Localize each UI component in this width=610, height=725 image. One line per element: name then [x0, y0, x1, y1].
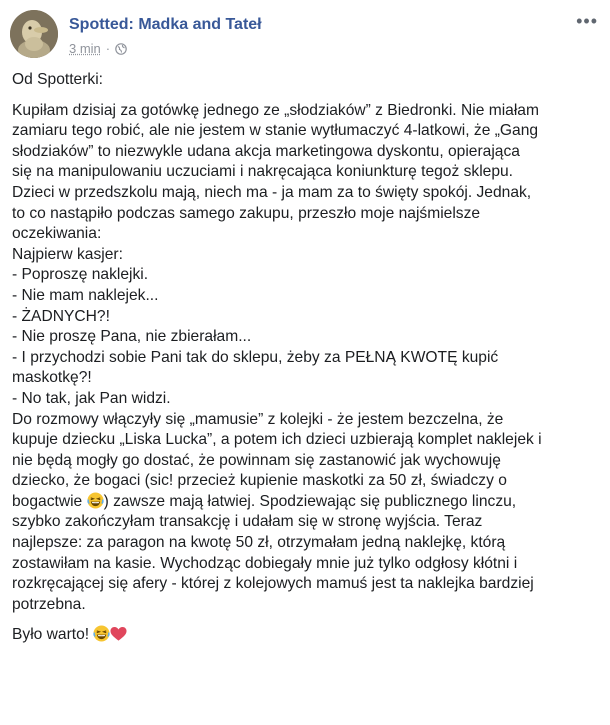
- more-options-button[interactable]: •••: [576, 11, 598, 31]
- post-timestamp[interactable]: 3 min: [69, 41, 101, 56]
- text-line: maskotkę?!: [12, 369, 92, 387]
- duck-figure-icon: [10, 10, 58, 58]
- text-line: Kupiłam dzisiaj za gotówkę jednego ze „słodziaków” z Biedronki. Nie miałam: [12, 101, 539, 119]
- laughing-emoji-icon: [93, 625, 110, 642]
- text-line: kupuje dziecku „Liska Lucka”, a potem ich dzieci uzbierają komplet naklejek i: [12, 431, 542, 449]
- page-name-link[interactable]: Spotted: Madka and Tateł: [69, 16, 262, 33]
- text-line: - Nie proszę Pana, nie zbierałam...: [12, 328, 252, 346]
- text-line: Najpierw kasjer:: [12, 245, 123, 263]
- text-line: - I przychodzi sobie Pani tak do sklepu, żeby za PEŁNĄ KWOTĘ kupić: [12, 348, 499, 366]
- laughing-emoji-icon: [87, 492, 104, 509]
- post-greeting: Od Spotterki:: [12, 71, 104, 88]
- text-line: rozkręcającej się afery - której z kolejowych mamuś jest ta naklejka bardziej: [12, 575, 534, 593]
- text-fragment: bogactwie: [12, 492, 83, 510]
- text-line: się na manipulowaniu uczuciami i nakręcająca koniunkturę tegoż sklepu.: [12, 163, 514, 181]
- text-line: - Poproszę naklejki.: [12, 266, 149, 284]
- text-line-with-emoji: [12, 492, 600, 513]
- text-line: Dzieci w przedszkolu mają, niech ma - ja mam za to święty spokój. Jednak,: [12, 183, 532, 201]
- text-line: nie będą mogły go dostać, że powinnam się zastanowić jak wychowuję: [12, 451, 501, 469]
- text-line: potrzebna.: [12, 595, 86, 613]
- text-line: najlepsze: za paragon na kwotę 50 zł, otrzymałam jedną naklejkę, którą: [12, 534, 506, 552]
- page-avatar[interactable]: [10, 10, 58, 58]
- text-line: - No tak, jak Pan widzi.: [12, 389, 171, 407]
- text-fragment: ) zawsze mają łatwiej. Spodziewając się publicznego linczu,: [103, 492, 517, 510]
- text-line: dziecko, że bogaci (sic! przecież kupienie maskotki za 50 zł, świadczy o: [12, 472, 507, 490]
- heart-emoji-icon: [110, 626, 127, 642]
- text-line: Do rozmowy włączyły się „mamusie” z kolejki - że jestem bezczelna, że: [12, 410, 504, 428]
- post-header: [10, 10, 600, 60]
- text-line: - Nie mam naklejek...: [12, 286, 159, 304]
- closing-text: Było warto!: [12, 626, 94, 644]
- text-line: - ŻADNYCH?!: [12, 307, 110, 325]
- globe-icon[interactable]: [115, 43, 127, 55]
- meta-separator: ·: [105, 41, 111, 56]
- text-line: oczekiwania:: [12, 225, 102, 243]
- text-line: słodziaków” to niezwykle udana akcja marketingowa dyskontu, opierająca: [12, 142, 520, 160]
- post-meta: [69, 41, 127, 56]
- text-line: zamiaru tego robić, ale nie jestem w stanie wytłumaczyć 4-latkowi, że „Gang: [12, 122, 539, 140]
- post-closing: [12, 625, 600, 646]
- post-body: [12, 70, 600, 646]
- text-line: zostawiłam na kasie. Wychodząc dobiegały mnie już tylko odgłosy kłótni i: [12, 554, 518, 572]
- post-main-text: [12, 101, 600, 616]
- text-line: to co nastąpiło podczas samego zakupu, przeszło moje najśmielsze: [12, 204, 481, 222]
- text-line: szybko zakończyłam transakcję i udałam się w stronę wyjścia. Teraz: [12, 513, 483, 531]
